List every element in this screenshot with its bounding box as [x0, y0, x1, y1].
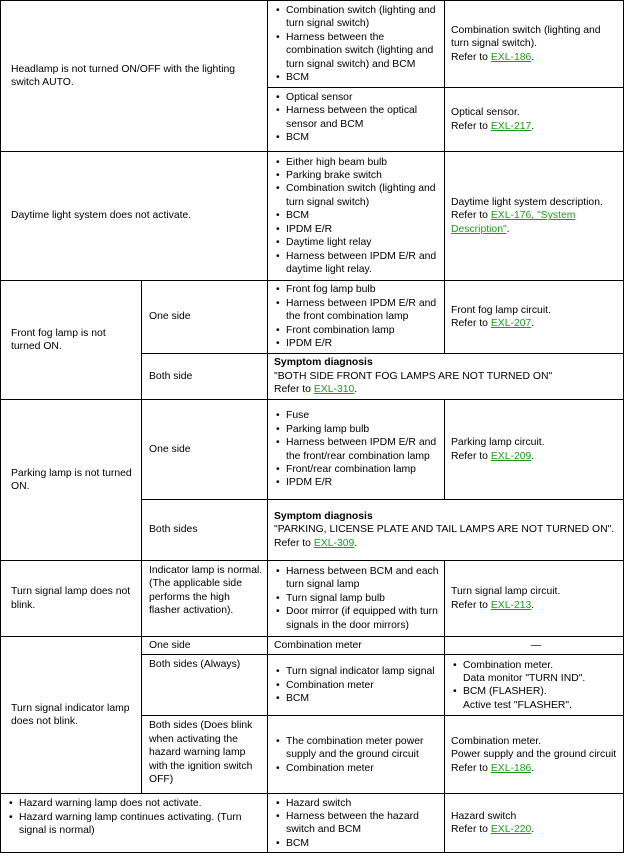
- reference-link[interactable]: EXL-217: [490, 120, 532, 132]
- inspection-cell: Daytime light system description. Refer to EXL-176, "System Description".: [445, 152, 624, 281]
- inspection-list: [451, 659, 621, 713]
- condition-cell: Both side: [142, 354, 268, 400]
- list-item: • Hazard switch: [274, 797, 440, 810]
- list-item: • Parking lamp bulb: [274, 423, 440, 436]
- symptom-cell: Front fog lamp is not turned ON.: [1, 281, 142, 400]
- list-item: • Combination switch (lighting and turn signal switch): [274, 182, 440, 209]
- table-row: [1, 561, 624, 637]
- possible-cause-cell: [268, 281, 445, 354]
- list-item: • BCM (FLASHER). Active test "FLASHER".: [451, 685, 621, 712]
- list-item: • Parking brake switch: [274, 169, 440, 182]
- reference-link[interactable]: EXL-186: [490, 51, 532, 63]
- list-item: • IPDM E/R: [274, 476, 440, 489]
- reference-link[interactable]: EXL-220: [490, 824, 532, 836]
- condition-cell: Both sides (Does blink when activating the hazard warning lamp with the ignition switch OFF): [142, 716, 268, 794]
- cause-list: [274, 283, 440, 350]
- table-row: [1, 152, 624, 281]
- list-item: • Harness between the combination switch (lighting and turn signal switch) and BCM: [274, 31, 440, 71]
- possible-cause-cell: [268, 88, 445, 152]
- symptom-cell: Turn signal indicator lamp does not blink.: [1, 637, 142, 794]
- reference-link[interactable]: EXL-213: [490, 599, 532, 611]
- symptom-diagnosis-cell: Symptom diagnosis "BOTH SIDE FRONT FOG LAMPS ARE NOT TURNED ON" Refer to EXL-310.: [268, 354, 624, 400]
- table-row: [1, 637, 624, 655]
- reference-link[interactable]: EXL-176, "System Description": [451, 210, 576, 235]
- list-item: • Harness between IPDM E/R and daytime light relay.: [274, 250, 440, 277]
- condition-cell: Both sides: [142, 500, 268, 561]
- possible-cause-cell: [268, 1, 445, 88]
- list-item: • Harness between IPDM E/R and the front combination lamp: [274, 297, 440, 324]
- symptom-diagnosis-cell: Symptom diagnosis "PARKING, LICENSE PLATE AND TAIL LAMPS ARE NOT TURNED ON". Refer to EXL-309.: [268, 500, 624, 561]
- condition-cell: One side: [142, 281, 268, 354]
- symptom-cell: Headlamp is not turned ON/OFF with the lighting switch AUTO.: [1, 1, 268, 152]
- cause-list: [274, 797, 440, 851]
- possible-cause-cell: [268, 716, 445, 794]
- cause-list: [274, 409, 440, 489]
- list-item: • Either high beam bulb: [274, 156, 440, 169]
- list-item: • Front fog lamp bulb: [274, 283, 440, 296]
- list-item: • Front/rear combination lamp: [274, 463, 440, 476]
- inspection-cell: Hazard switch Refer to EXL-220.: [445, 794, 624, 853]
- symptom-cell: Daytime light system does not activate.: [1, 152, 268, 281]
- list-item: • Turn signal lamp bulb: [274, 592, 440, 605]
- list-item: • Combination meter: [274, 679, 440, 692]
- symptom-list: [7, 797, 263, 837]
- inspection-cell: Turn signal lamp circuit. Refer to EXL-213.: [445, 561, 624, 637]
- possible-cause-cell: [268, 400, 445, 500]
- symptom-cell: Parking lamp is not turned ON.: [1, 400, 142, 561]
- reference-link[interactable]: EXL-186: [490, 762, 532, 774]
- condition-cell: One side: [142, 637, 268, 655]
- condition-cell: Indicator lamp is normal. (The applicable side performs the high flasher activation).: [142, 561, 268, 637]
- condition-cell: Both sides (Always): [142, 655, 268, 716]
- table-row: [1, 281, 624, 354]
- possible-cause-cell: [268, 794, 445, 853]
- list-item: • Door mirror (if equipped with turn signals in the door mirrors): [274, 605, 440, 632]
- list-item: • Combination switch (lighting and turn signal switch): [274, 4, 440, 31]
- list-item: • Harness between IPDM E/R and the front/rear combination lamp: [274, 436, 440, 463]
- inspection-cell: [445, 655, 624, 716]
- table-row: [1, 794, 624, 853]
- list-item: • Harness between the hazard switch and BCM: [274, 810, 440, 837]
- inspection-cell: Optical sensor. Refer to EXL-217.: [445, 88, 624, 152]
- list-item: • Combination meter: [274, 762, 440, 775]
- table-row: [1, 400, 624, 500]
- list-item: • Harness between BCM and each turn signal lamp: [274, 565, 440, 592]
- cause-list: [274, 735, 440, 775]
- list-item: • Fuse: [274, 409, 440, 422]
- possible-cause-cell: [268, 561, 445, 637]
- possible-cause-cell: [268, 152, 445, 281]
- list-item: • BCM: [274, 131, 440, 144]
- list-item: • IPDM E/R: [274, 337, 440, 350]
- cause-list: [274, 156, 440, 277]
- inspection-cell: Parking lamp circuit. Refer to EXL-209.: [445, 400, 624, 500]
- reference-link[interactable]: EXL-310: [313, 384, 355, 396]
- list-item: • Daytime light relay: [274, 236, 440, 249]
- symptom-cell: [1, 794, 268, 853]
- reference-link[interactable]: EXL-309: [313, 537, 355, 549]
- possible-cause-cell: Combination meter: [268, 637, 445, 655]
- cause-list: [274, 665, 440, 705]
- list-item: • Harness between the optical sensor and BCM: [274, 104, 440, 131]
- inspection-cell: —: [445, 637, 624, 655]
- inspection-cell: Combination switch (lighting and turn signal switch). Refer to EXL-186.: [445, 1, 624, 88]
- list-item: • Turn signal indicator lamp signal: [274, 665, 440, 678]
- list-item: • Hazard warning lamp does not activate.: [7, 797, 263, 810]
- list-item: • BCM: [274, 692, 440, 705]
- reference-link[interactable]: EXL-209: [490, 450, 532, 462]
- list-item: • Hazard warning lamp continues activating. (Turn signal is normal): [7, 811, 263, 838]
- table-row: [1, 1, 624, 88]
- cause-list: [274, 91, 440, 145]
- list-item: • Combination meter. Data monitor "TURN IND".: [451, 659, 621, 686]
- cause-list: [274, 565, 440, 632]
- possible-cause-cell: [268, 655, 445, 716]
- reference-link[interactable]: EXL-207: [490, 318, 532, 329]
- list-item: • BCM: [274, 71, 440, 84]
- list-item: • BCM: [274, 209, 440, 222]
- list-item: • BCM: [274, 837, 440, 850]
- cause-list: [274, 4, 440, 84]
- list-item: • Front combination lamp: [274, 324, 440, 337]
- inspection-cell: Combination meter. Power supply and the ground circuit Refer to EXL-186.: [445, 716, 624, 794]
- condition-cell: One side: [142, 400, 268, 500]
- inspection-cell: Front fog lamp circuit. Refer to EXL-207.: [445, 281, 624, 354]
- symptom-cell: Turn signal lamp does not blink.: [1, 561, 142, 637]
- list-item: • IPDM E/R: [274, 223, 440, 236]
- list-item: • Optical sensor: [274, 91, 440, 104]
- list-item: • The combination meter power supply and the ground circuit: [274, 735, 440, 762]
